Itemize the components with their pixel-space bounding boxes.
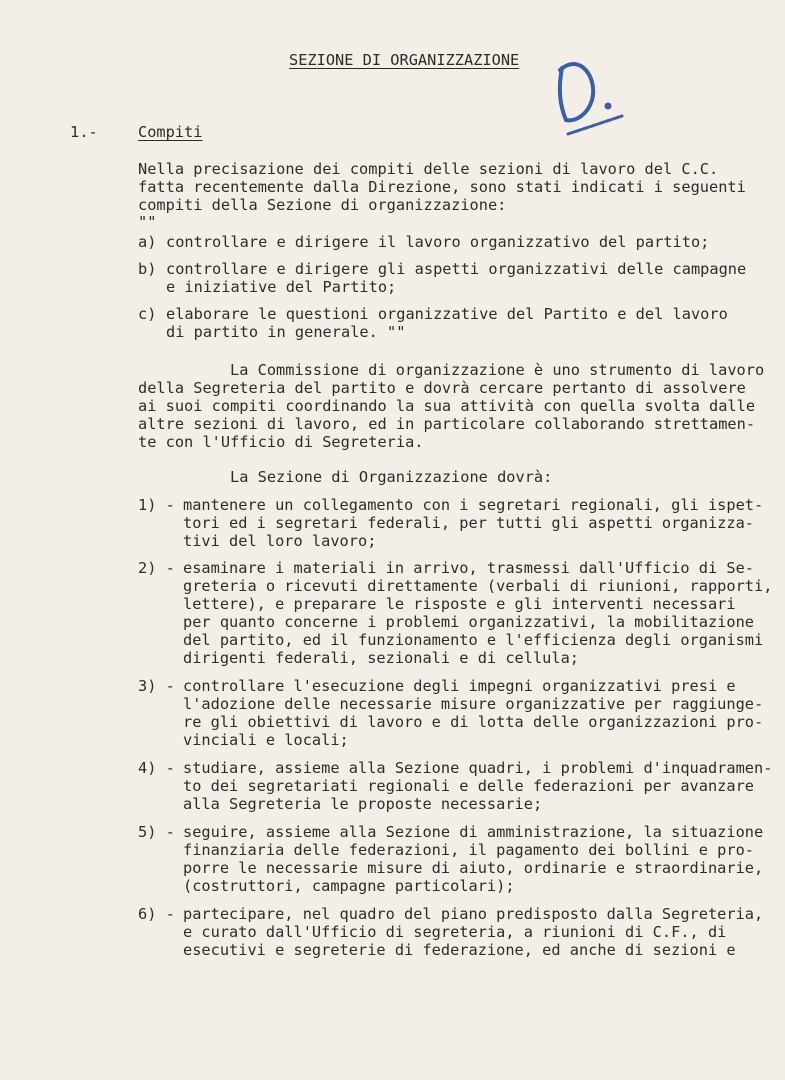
duties-intro: La Sezione di Organizzazione dovrà:: [230, 468, 553, 486]
text-line: elaborare le questioni organizzative del Partito e del lavoro: [166, 305, 728, 323]
text-line: del partito, ed il funzionamento e l'efficienza degli organismi: [183, 631, 764, 649]
text-line: "": [138, 213, 157, 231]
duty-label: 2) -: [138, 559, 175, 577]
text-line: greteria o ricevuti direttamente (verbali di riunioni, rapporti,: [183, 577, 773, 595]
duty-label: 4) -: [138, 759, 175, 777]
text-line: (costruttori, campagne particolari);: [183, 877, 515, 895]
text-line: compiti della Sezione di organizzazione:: [138, 196, 507, 214]
duty-label: 1) -: [138, 496, 175, 514]
duty-label: 6) -: [138, 905, 175, 923]
text-line: per quanto concerne i problemi organizzativi, la mobilitazione: [183, 613, 754, 631]
text-line: porre le necessarie misure di aiuto, ordinarie e straordinarie,: [183, 859, 764, 877]
text-line: finanziaria delle federazioni, il pagamento dei bollini e pro-: [183, 841, 754, 859]
text-line: altre sezioni di lavoro, ed in particolare collaborando strettamen-: [138, 415, 756, 433]
task-label: a): [138, 233, 157, 251]
text-line: mantenere un collegamento con i segretari regionali, gli ispet-: [183, 496, 764, 514]
text-line: re gli obiettivi di lavoro e di lotta delle organizzazioni pro-: [183, 713, 764, 731]
handwritten-dot: [605, 103, 612, 110]
text-line: tivi del loro lavoro;: [183, 532, 377, 550]
duty-label: 3) -: [138, 677, 175, 695]
section-heading: Compiti: [138, 123, 203, 141]
text-line: esaminare i materiali in arrivo, trasmessi dall'Ufficio di Se-: [183, 559, 754, 577]
text-line: to dei segretariati regionali e delle federazioni per avanzare: [183, 777, 754, 795]
text-line: e iniziative del Partito;: [166, 278, 397, 296]
text-line: l'adozione delle necessarie misure organizzative per raggiunge-: [183, 695, 764, 713]
text-line: della Segreteria del partito e dovrà cercare pertanto di assolvere: [138, 379, 746, 397]
text-line: te con l'Ufficio di Segreteria.: [138, 433, 424, 451]
text-line: lettere), e preparare le risposte e gli interventi necessari: [183, 595, 736, 613]
handwritten-d-mark: [560, 64, 593, 120]
text-line: controllare l'esecuzione degli impegni organizzativi presi e: [183, 677, 736, 695]
page-title: SEZIONE DI ORGANIZZAZIONE: [289, 51, 520, 69]
duty-label: 5) -: [138, 823, 175, 841]
text-line: fatta recentemente dalla Direzione, sono stati indicati i seguenti: [138, 178, 746, 196]
text-line: seguire, assieme alla Sezione di amministrazione, la situazione: [183, 823, 764, 841]
text-line: La Commissione di organizzazione è uno strumento di lavoro: [230, 361, 765, 379]
text-line: controllare e dirigere gli aspetti organizzativi delle campagne: [166, 260, 747, 278]
text-line: e curato dall'Ufficio di segreteria, a riunioni di C.F., di: [183, 923, 727, 941]
text-line: ai suoi compiti coordinando la sua attività con quella svolta dalle: [138, 397, 756, 415]
text-line: vinciali e locali;: [183, 731, 349, 749]
text-line: dirigenti federali, sezionali e di cellula;: [183, 649, 580, 667]
text-line: controllare e dirigere il lavoro organizzativo del partito;: [166, 233, 710, 251]
text-line: Nella precisazione dei compiti delle sezioni di lavoro del C.C.: [138, 160, 719, 178]
text-line: tori ed i segretari federali, per tutti gli aspetti organizza-: [183, 514, 754, 532]
handwritten-annotation: [548, 48, 628, 138]
text-line: studiare, assieme alla Sezione quadri, i problemi d'inquadramen-: [183, 759, 773, 777]
text-line: partecipare, nel quadro del piano predisposto dalla Segreteria,: [183, 905, 764, 923]
task-label: c): [138, 305, 157, 323]
task-label: b): [138, 260, 157, 278]
text-line: esecutivi e segreterie di federazione, ed anche di sezioni e: [183, 941, 736, 959]
text-line: di partito in generale. "": [166, 323, 406, 341]
text-line: alla Segreteria le proposte necessarie;: [183, 795, 543, 813]
section-number: 1.-: [70, 123, 98, 141]
